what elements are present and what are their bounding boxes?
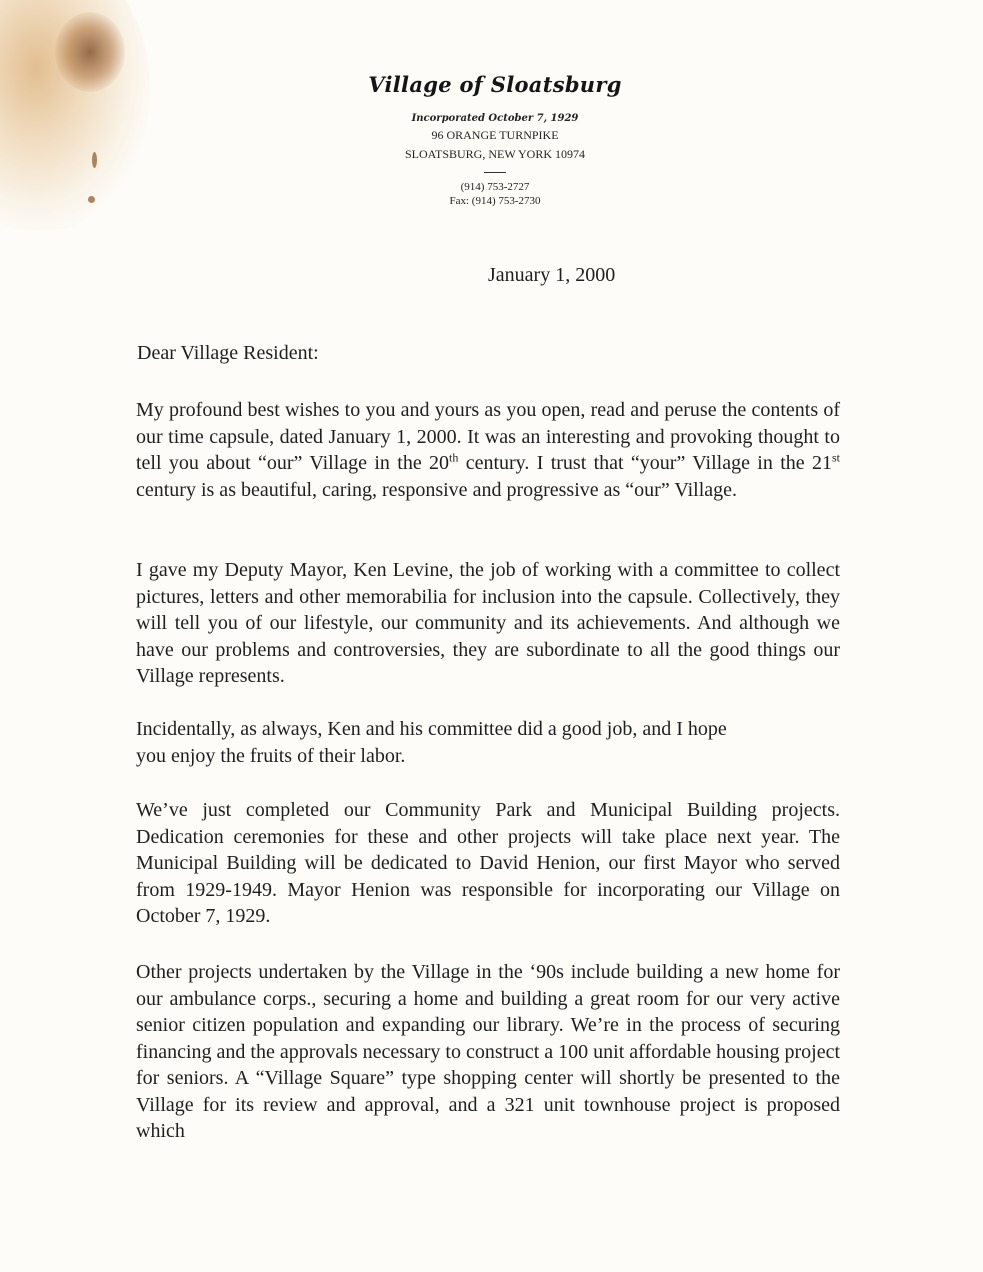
paragraph-1-text-a: My profound best wishes to you and yours as you open, read and peruse the contents of our time capsule, dated January 1, 2000. It was an interesting and provoking thought to tell you about “our” Village in the 20: [136, 399, 840, 474]
letterhead-city-state: SLOATSBURG, NEW YORK 10974: [404, 147, 585, 161]
paragraph-1: [136, 397, 840, 503]
paragraph-3-line-1: Incidentally, as always, Ken and his committee did a good job, and I hope: [136, 718, 727, 740]
letterhead-divider: [484, 172, 506, 173]
ordinal-suffix: st: [831, 450, 840, 465]
letterhead-street: 96 ORANGE TURNPIKE: [431, 128, 559, 142]
salutation: Dear Village Resident:: [137, 342, 319, 364]
stain-drip: [92, 152, 97, 168]
ordinal-suffix: th: [449, 450, 459, 465]
paragraph-2: I gave my Deputy Mayor, Ken Levine, the job of working with a committee to collect pictures, letters and other memorabilia for inclusion into the capsule. Collectively, they will tell you of our lifestyle, our community and its achievements. And although we have our problems and controversies, they are subordinate to all the good things our Village represents.: [136, 559, 840, 687]
paragraph-3: [136, 716, 840, 769]
letterhead-incorporated: Incorporated October 7, 1929: [411, 113, 579, 124]
letterhead: [330, 72, 660, 207]
coffee-stain-dark-spot: [55, 12, 125, 92]
paragraph-1-text-b: century. I trust that “your” Village in the 21: [458, 452, 832, 474]
letterhead-phone: (914) 753-2727: [460, 181, 530, 193]
letter-date: January 1, 2000: [488, 264, 616, 286]
paragraph-1-text-c: century is as beautiful, caring, responsive and progressive as “our” Village.: [136, 478, 738, 501]
paragraph-3-line-2: you enjoy the fruits of their labor.: [136, 744, 406, 767]
stain-drip: [88, 196, 95, 203]
letterhead-fax: Fax: (914) 753-2730: [449, 195, 541, 207]
paragraph-5: Other projects undertaken by the Village in the ‘90s include building a new home for our ambulance corps., securing a home and building a great room for our very active senior citizen population and expanding our library. We’re in the process of securing financing and the approvals necessary to construct a 100 unit affordable housing project for seniors. A “Village Square” type shopping center will shortly be presented to the Village for its review and approval, and a 321 unit townhouse project is proposed which: [136, 961, 840, 1142]
letterhead-title: Village of Sloatsburg: [368, 72, 622, 97]
paragraph-4: We’ve just completed our Community Park and Municipal Building projects. Dedication ceremonies for these and other projects will take place next year. The Municipal Building will be dedicated to David Henion, our first Mayor who served from 1929-1949. Mayor Henion was responsible for incorporating our Village on October 7, 1929.: [136, 799, 840, 927]
